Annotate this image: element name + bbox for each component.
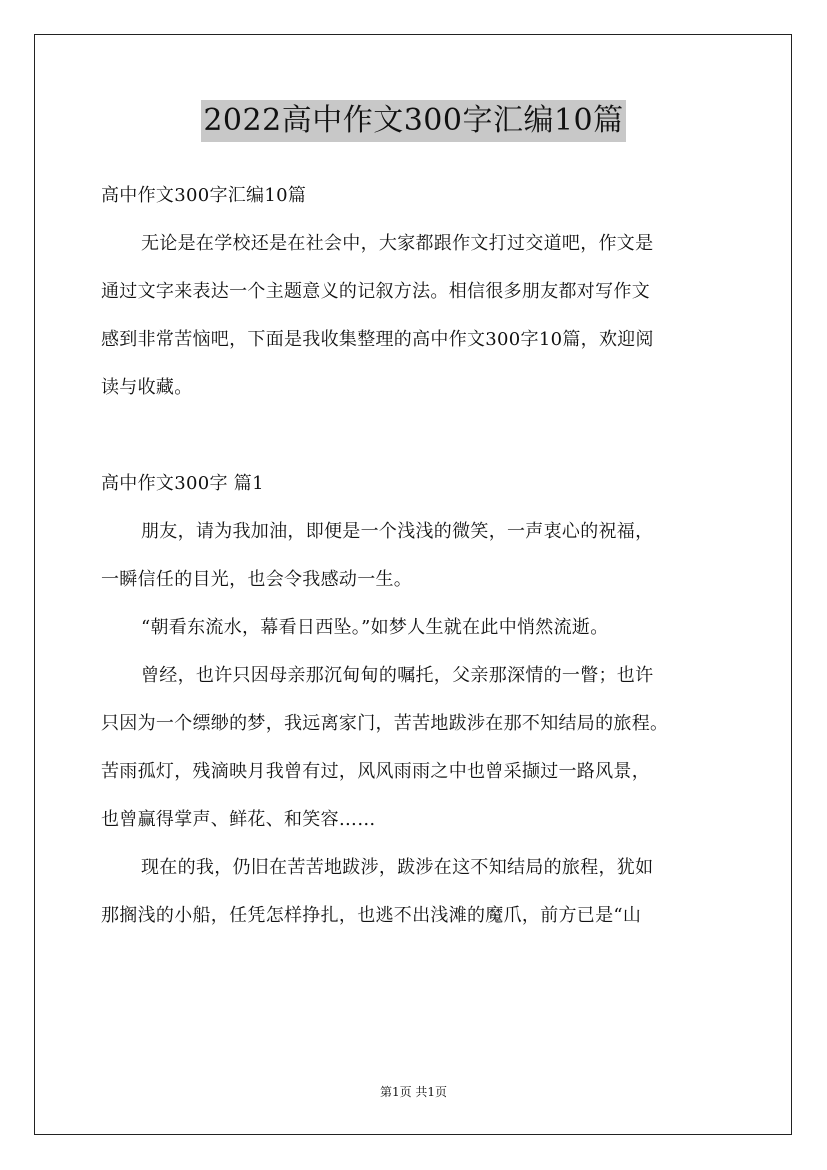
body-line-8: 现在的我，仍旧在苦苦地跋涉，跋涉在这不知结局的旅程，犹如 [141, 857, 654, 878]
body-line-3: “朝看东流水，幕看日西坠。”如梦人生就在此中悄然流逝。 [141, 617, 609, 638]
intro-line-1: 无论是在学校还是在社会中，大家都跟作文打过交道吧，作文是 [141, 233, 654, 254]
body-line-4: 曾经，也许只因母亲那沉甸甸的嘱托，父亲那深情的一瞥；也许 [141, 665, 654, 686]
document-subtitle: 高中作文300字汇编10篇 [101, 185, 307, 206]
body-line-6: 苦雨孤灯，残滴映月我曾有过，风风雨雨之中也曾采撷过一路风景， [101, 761, 650, 782]
paragraph-gap [101, 412, 731, 460]
title-container [0, 100, 827, 142]
body-line-5: 只因为一个缥缈的梦，我远离家门，苦苦地跋涉在那不知结局的旅程。 [101, 713, 669, 734]
document-title: 2022高中作文300字汇编10篇 [201, 100, 625, 142]
body-line-2: 一瞬信任的目光，也会令我感动一生。 [101, 569, 413, 590]
section-heading: 高中作文300字 篇1 [101, 473, 264, 494]
document-body [101, 172, 731, 940]
intro-line-3: 感到非常苦恼吧，下面是我收集整理的高中作文300字10篇，欢迎阅 [101, 329, 654, 350]
intro-line-4: 读与收藏。 [101, 377, 193, 398]
body-line-7: 也曾赢得掌声、鲜花、和笑容…… [101, 809, 376, 830]
intro-line-2: 通过文字来表达一个主题意义的记叙方法。相信很多朋友都对写作文 [101, 281, 650, 302]
body-line-1: 朋友，请为我加油，即便是一个浅浅的微笑，一声衷心的祝福， [141, 521, 654, 542]
page-footer: 第1页 共1页 [379, 1085, 448, 1099]
body-line-9: 那搁浅的小船，任凭怎样挣扎，也逃不出浅滩的魔爪，前方已是“山 [101, 905, 642, 926]
